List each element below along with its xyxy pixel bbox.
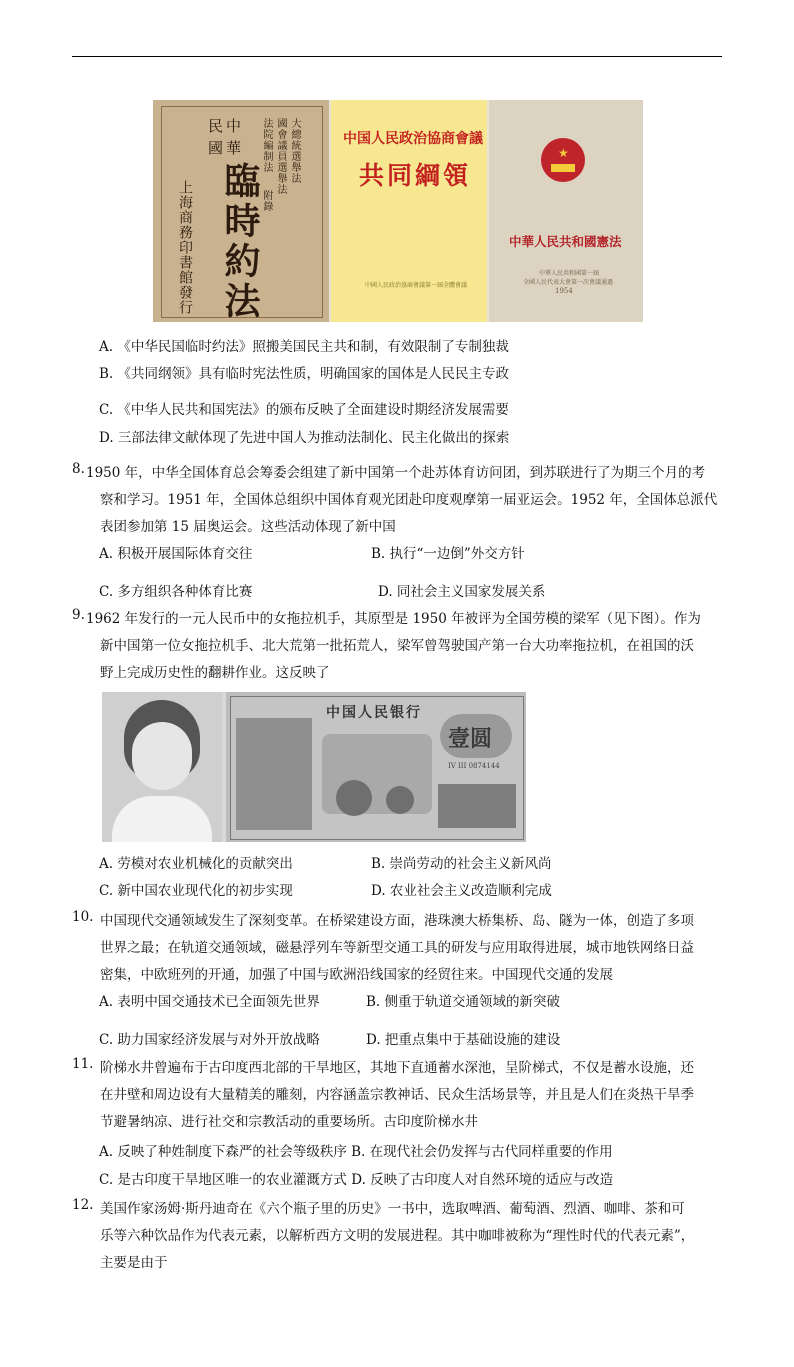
one-yuan-banknote	[226, 692, 526, 842]
banknote-serial: IV III 0874144	[448, 762, 500, 770]
cover-line-zhonghua: 中 華	[224, 118, 242, 156]
banknote-denomination: 壹圆	[448, 726, 493, 752]
cover-side-1: 大總統選舉法	[289, 118, 300, 184]
cover-line-minguo: 民 國	[206, 118, 224, 156]
q11-stem-line3: 节避暑纳凉、进行社交和宗教活动的重要场所。古印度阶梯水井	[100, 1114, 478, 1130]
q12-stem-line3: 主要是由于	[100, 1255, 168, 1271]
q9-option-d: D. 农业社会主义改造顺利完成	[371, 883, 552, 899]
common-program-footer: 中國人民政治協商會議第一屆全體會議	[365, 282, 468, 289]
q7-option-b: B. 《共同纲领》具有临时宪法性质，明确国家的国体是人民民主专政	[99, 366, 510, 382]
q10-option-c: C. 助力国家经济发展与对外开放战略	[99, 1032, 320, 1048]
q9-option-c: C. 新中国农业现代化的初步实现	[99, 883, 293, 899]
q9-stem-line2: 新中国第一位女拖拉机手、北大荒第一批拓荒人，梁军曾驾驶国产第一台大功率拖拉机，在祖国的沃	[100, 638, 694, 654]
banknote-bank-name: 中国人民银行	[326, 705, 422, 721]
q11-stem-line1: 阶梯水井曾遍布于古印度西北部的干旱地区，其地下直通蓄水深池，呈阶梯式，不仅是蓄水设施，还	[100, 1060, 694, 1076]
cover-side-4: 附錄	[261, 190, 272, 212]
provisional-constitution-cover	[153, 100, 329, 322]
q12-stem-line2: 乐等六种饮品作为代表元素，以解析西方文明的发展进程。其中咖啡被称为“理性时代的代表元素”，	[100, 1228, 695, 1244]
cover-side-3: 法院編制法	[261, 118, 272, 173]
q8-number: 8.	[72, 461, 85, 477]
cover-side-2: 國會議員選舉法	[275, 118, 286, 195]
q10-option-b: B. 侧重于轨道交通领域的新突破	[366, 994, 561, 1010]
q10-number: 10.	[72, 909, 94, 925]
constitution-1954-cover	[489, 100, 643, 322]
q9-number: 9.	[72, 607, 85, 623]
cover-title-big: 臨時約法	[219, 162, 261, 322]
legal-documents-image	[153, 100, 643, 322]
constitution-title: 中華人民共和國憲法	[509, 234, 622, 249]
q12-number: 12.	[72, 1197, 94, 1213]
constitution-sub-2: 全國人民代表大會第一次會議通過	[523, 279, 614, 286]
cover-publisher: 上海商務印書館發行	[177, 180, 193, 315]
q11-stem-line2: 在井壁和周边设有大量精美的雕刻，内容涵盖宗教神话、民众生活场景等，并且是人们在炎热干旱季	[100, 1087, 694, 1103]
common-program-top: 中国人民政治協商會議	[343, 131, 483, 147]
header-rule	[72, 56, 722, 57]
q8-option-a: A. 积极开展国际体育交往	[99, 546, 253, 562]
q8-option-b: B. 执行“一边倒”外交方针	[371, 546, 525, 562]
liang-jun-banknote-image	[102, 692, 526, 842]
q8-stem-line2: 察和学习。1951 年，全国体总组织中国体育观光团赴印度观摩第一届亚运会。1952 年，全国体总派代	[100, 492, 718, 508]
q9-option-b: B. 崇尚劳动的社会主义新风尚	[371, 856, 552, 872]
q8-stem-line1: 1950 年，中华全国体育总会筹委会组建了新中国第一个赴苏体育访问团，到苏联进行了为期三个月的考	[86, 465, 706, 481]
q10-stem-line2: 世界之最；在轨道交通领域，磁悬浮列车等新型交通工具的研发与应用取得进展，城市地铁网络日益	[100, 940, 694, 956]
q10-option-d: D. 把重点集中于基础设施的建设	[366, 1032, 561, 1048]
q9-option-a: A. 劳模对农业机械化的贡献突出	[99, 856, 293, 872]
q7-option-d: D. 三部法律文献体现了先进中国人为推动法制化、民主化做出的探索	[99, 430, 510, 446]
q8-option-c: C. 多方组织各种体育比赛	[99, 584, 253, 600]
common-program-title: 共同綱領	[359, 161, 472, 190]
q11-options-cd: C. 是古印度干旱地区唯一的农业灌溉方式 D. 反映了古印度人对自然环境的适应与改造	[99, 1172, 614, 1188]
q11-options-ab: A. 反映了种姓制度下森严的社会等级秩序 B. 在现代社会仍发挥与古代同样重要的作用	[99, 1144, 613, 1160]
constitution-sub-1: 中華人民共和國第一屆	[539, 270, 600, 277]
q11-number: 11.	[72, 1056, 94, 1072]
liang-jun-portrait	[102, 692, 222, 842]
q9-stem-line3: 野上完成历史性的翻耕作业。这反映了	[100, 665, 330, 681]
q10-stem-line3: 密集，中欧班列的开通，加强了中国与欧洲沿线国家的经贸往来。中国现代交通的发展	[100, 967, 613, 983]
q10-stem-line1: 中国现代交通领域发生了深刻变革。在桥梁建设方面，港珠澳大桥集桥、岛、隧为一体，创造了多项	[100, 913, 694, 929]
common-program-cover	[331, 100, 487, 322]
q8-option-d: D. 同社会主义国家发展关系	[378, 584, 546, 600]
banknote-left-panel	[236, 718, 312, 830]
national-emblem-icon: ★	[541, 138, 585, 182]
q7-option-c: C. 《中华人民共和国宪法》的颁布反映了全面建设时期经济发展需要	[99, 402, 509, 418]
q9-stem-line1: 1962 年发行的一元人民币中的女拖拉机手，其原型是 1950 年被评为全国劳模的梁军（见下图）。作为	[86, 611, 701, 627]
constitution-year: 1954	[555, 287, 573, 295]
q7-option-a: A. 《中华民国临时约法》照搬美国民主共和制，有效限制了专制独裁	[99, 339, 509, 355]
q8-stem-line3: 表团参加第 15 届奥运会。这些活动体现了新中国	[100, 519, 396, 535]
q12-stem-line1: 美国作家汤姆·斯丹迪奇在《六个瓶子里的历史》一书中，选取啤酒、葡萄酒、烈酒、咖啡、茶和可	[100, 1201, 685, 1217]
q10-option-a: A. 表明中国交通技术已全面领先世界	[99, 994, 320, 1010]
